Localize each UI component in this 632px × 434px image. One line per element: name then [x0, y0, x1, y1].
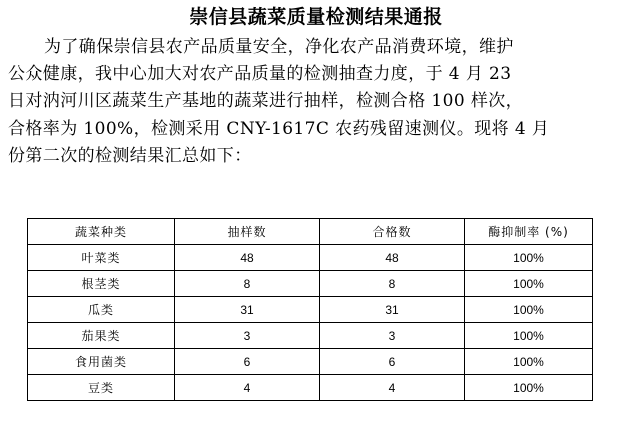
- cell-rate: 100%: [465, 297, 593, 323]
- paragraph-line: 公众健康，我中心加大对农产品质量的检测抽查力度，于 4 月 23: [8, 64, 512, 85]
- cell-passed: 4: [320, 375, 465, 401]
- cell-passed: 31: [320, 297, 465, 323]
- cell-rate: 100%: [465, 323, 593, 349]
- cell-passed: 8: [320, 271, 465, 297]
- table-row: [28, 297, 593, 323]
- paragraph-line: 份第二次的检测结果汇总如下：: [8, 145, 252, 166]
- column-header-inhibition-rate: 酶抑制率 (%): [465, 219, 593, 245]
- table-row: [28, 375, 593, 401]
- cell-sampled: 8: [175, 271, 320, 297]
- cell-sampled: 4: [175, 375, 320, 401]
- cell-category: 瓜类: [28, 297, 175, 323]
- cell-sampled: 48: [175, 245, 320, 271]
- cell-passed: 6: [320, 349, 465, 375]
- cell-rate: 100%: [465, 375, 593, 401]
- cell-category: 叶菜类: [28, 245, 175, 271]
- column-header-sampled: 抽样数: [175, 219, 320, 245]
- cell-passed: 48: [320, 245, 465, 271]
- document-title: 崇信县蔬菜质量检测结果通报: [189, 6, 443, 28]
- table-row: [28, 245, 593, 271]
- column-header-passed: 合格数: [320, 219, 465, 245]
- cell-rate: 100%: [465, 271, 593, 297]
- cell-rate: 100%: [465, 349, 593, 375]
- paragraph-line: 为了确保崇信县农产品质量安全，净化农产品消费环境，维护: [44, 37, 514, 57]
- cell-rate: 100%: [465, 245, 593, 271]
- cell-category: 食用菌类: [28, 349, 175, 375]
- intro-paragraph: [8, 34, 620, 170]
- table-row: [28, 349, 593, 375]
- table-header-row: [28, 219, 593, 245]
- cell-category: 茄果类: [28, 323, 175, 349]
- cell-sampled: 3: [175, 323, 320, 349]
- paragraph-line: 日对汭河川区蔬菜生产基地的蔬菜进行抽样，检测合格 100 样次，: [8, 91, 524, 112]
- cell-passed: 3: [320, 323, 465, 349]
- table-row: [28, 271, 593, 297]
- cell-category: 根茎类: [28, 271, 175, 297]
- paragraph-line: 合格率为 100%，检测采用 CNY-1617C 农药残留速测仪。现将 4 月: [8, 118, 550, 139]
- cell-sampled: 31: [175, 297, 320, 323]
- table-row: [28, 323, 593, 349]
- cell-category: 豆类: [28, 375, 175, 401]
- cell-sampled: 6: [175, 349, 320, 375]
- results-table: [27, 218, 593, 401]
- column-header-category: 蔬菜种类: [28, 219, 175, 245]
